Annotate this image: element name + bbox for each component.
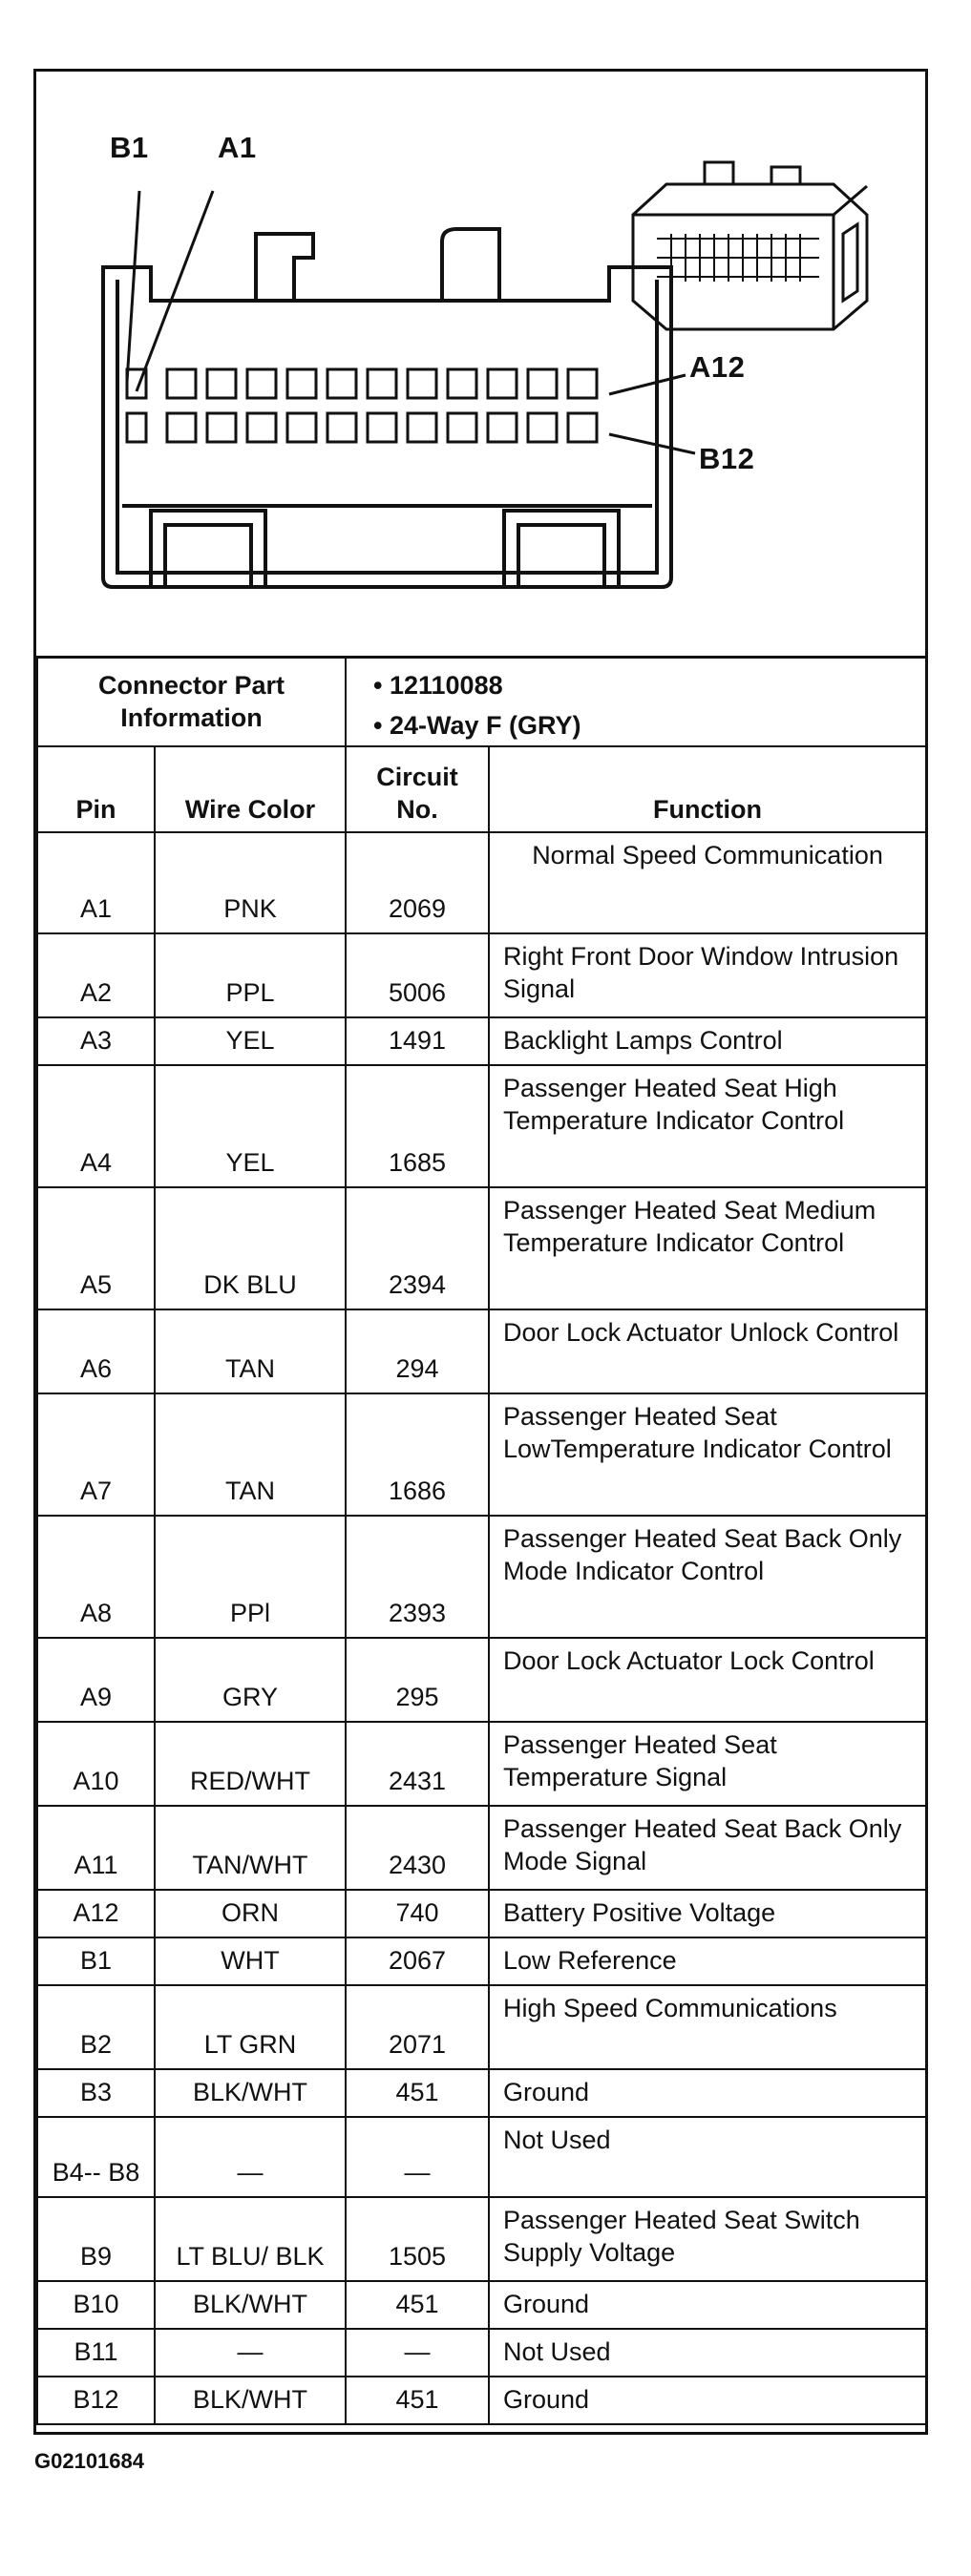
table-row: [37, 2069, 926, 2117]
table-row: [37, 1187, 926, 1309]
circuit-cell: 1685: [346, 1065, 489, 1187]
pin-cavity: [327, 413, 356, 442]
pin-cavity: [528, 369, 557, 398]
circuit-cell: 294: [346, 1309, 489, 1393]
pin-cell: A10: [37, 1722, 155, 1806]
table-row: [37, 1722, 926, 1806]
circuit-cell: 1491: [346, 1017, 489, 1065]
function-cell: Passenger Heated Seat Medium Temperature Indicator Control: [489, 1187, 926, 1309]
table-row: [37, 2281, 926, 2329]
function-cell: Passenger Heated Seat LowTemperature Indicator Control: [489, 1393, 926, 1516]
wire-color-cell: YEL: [155, 1065, 346, 1187]
pinout-table: [36, 656, 927, 2425]
table-row: [37, 1806, 926, 1890]
wire-color-cell: LT GRN: [155, 1985, 346, 2069]
pin-cavity: [368, 413, 396, 442]
label-b1: B1: [110, 131, 149, 164]
pin-cell: B10: [37, 2281, 155, 2329]
wire-color-cell: TAN: [155, 1309, 346, 1393]
wire-color-cell: ORN: [155, 1890, 346, 1937]
wire-color-cell: —: [155, 2117, 346, 2197]
pin-cell: A7: [37, 1393, 155, 1516]
pin-cavity: [408, 413, 436, 442]
circuit-cell: —: [346, 2329, 489, 2377]
table-row: [37, 1516, 926, 1638]
circuit-cell: —: [346, 2117, 489, 2197]
function-cell: Not Used: [489, 2329, 926, 2377]
pin-cell: A2: [37, 933, 155, 1017]
table-row: [37, 2377, 926, 2424]
pin-cavity: [408, 369, 436, 398]
circuit-cell: 2431: [346, 1722, 489, 1806]
table-row: [37, 1937, 926, 1985]
pin-cell: B2: [37, 1985, 155, 2069]
pin-cavity: [488, 369, 517, 398]
wire-color-cell: LT BLU/ BLK: [155, 2197, 346, 2281]
wire-color-cell: TAN: [155, 1393, 346, 1516]
function-cell: Battery Positive Voltage: [489, 1890, 926, 1937]
circuit-cell: 2394: [346, 1187, 489, 1309]
pin-cavity: [448, 369, 476, 398]
pin-cell: B9: [37, 2197, 155, 2281]
pin-cavity: [327, 369, 356, 398]
table-row: [37, 1393, 926, 1516]
circuit-cell: 451: [346, 2281, 489, 2329]
circuit-cell: 1686: [346, 1393, 489, 1516]
pin-cavity: [167, 413, 196, 442]
label-a1: A1: [218, 131, 257, 164]
pin-cell: B12: [37, 2377, 155, 2424]
pin-cell: A9: [37, 1638, 155, 1722]
pin-cavity: [287, 413, 316, 442]
connector-type: • 24-Way F (GRY): [373, 711, 581, 740]
function-cell: Passenger Heated Seat High Temperature Indicator Control: [489, 1065, 926, 1187]
connector-drawing: [36, 72, 925, 656]
function-cell: Ground: [489, 2281, 926, 2329]
function-cell: Ground: [489, 2377, 926, 2424]
pin-cell: A8: [37, 1516, 155, 1638]
function-cell: Passenger Heated Seat Temperature Signal: [489, 1722, 926, 1806]
connector-info-label: Connector Part Information: [37, 657, 346, 746]
pin-cavity: [207, 413, 236, 442]
wire-color-cell: WHT: [155, 1937, 346, 1985]
pin-cell: B11: [37, 2329, 155, 2377]
pin-cavity: [568, 369, 597, 398]
function-cell: Passenger Heated Seat Back Only Mode Signal: [489, 1806, 926, 1890]
circuit-cell: 2393: [346, 1516, 489, 1638]
part-number: • 12110088: [373, 671, 503, 700]
pin-cavity: [127, 413, 146, 442]
table-row: [37, 2197, 926, 2281]
label-a12: A12: [689, 350, 746, 384]
circuit-cell: 2067: [346, 1937, 489, 1985]
circuit-cell: 295: [346, 1638, 489, 1722]
wire-color-cell: DK BLU: [155, 1187, 346, 1309]
figure-code: G02101684: [34, 2449, 144, 2473]
circuit-cell: 2430: [346, 1806, 489, 1890]
connector-info-values: [346, 657, 926, 746]
function-cell: Door Lock Actuator Unlock Control: [489, 1309, 926, 1393]
pin-cavity: [207, 369, 236, 398]
function-cell: Not Used: [489, 2117, 926, 2197]
table-row: [37, 1017, 926, 1065]
header-wire-color: Wire Color: [155, 746, 346, 832]
connector-info-row: [37, 657, 926, 746]
circuit-cell: 5006: [346, 933, 489, 1017]
wire-color-cell: —: [155, 2329, 346, 2377]
circuit-cell: 1505: [346, 2197, 489, 2281]
wire-color-cell: PPL: [155, 933, 346, 1017]
label-b12: B12: [699, 442, 755, 475]
wire-color-cell: BLK/WHT: [155, 2377, 346, 2424]
pin-cell: A5: [37, 1187, 155, 1309]
wire-color-cell: PNK: [155, 832, 346, 933]
wire-color-cell: RED/WHT: [155, 1722, 346, 1806]
wire-color-cell: BLK/WHT: [155, 2281, 346, 2329]
wire-color-cell: BLK/WHT: [155, 2069, 346, 2117]
function-cell: Backlight Lamps Control: [489, 1017, 926, 1065]
pin-cavity: [247, 369, 276, 398]
header-function: Function: [489, 746, 926, 832]
function-cell: Passenger Heated Seat Switch Supply Voltage: [489, 2197, 926, 2281]
pin-cavity: [167, 369, 196, 398]
wire-color-cell: PPl: [155, 1516, 346, 1638]
connector-diagram: [36, 72, 925, 659]
pin-cavity: [528, 413, 557, 442]
table-row: [37, 2117, 926, 2197]
table-row: [37, 1985, 926, 2069]
circuit-cell: 2071: [346, 1985, 489, 2069]
wire-color-cell: GRY: [155, 1638, 346, 1722]
function-cell: Door Lock Actuator Lock Control: [489, 1638, 926, 1722]
function-cell: Right Front Door Window Intrusion Signal: [489, 933, 926, 1017]
function-cell: Low Reference: [489, 1937, 926, 1985]
function-cell: Normal Speed Communication: [489, 832, 926, 933]
wire-color-cell: YEL: [155, 1017, 346, 1065]
connector-document: [33, 69, 928, 2435]
circuit-cell: 451: [346, 2069, 489, 2117]
pin-cell: B1: [37, 1937, 155, 1985]
function-cell: Ground: [489, 2069, 926, 2117]
pin-cavity: [287, 369, 316, 398]
pin-cavity: [488, 413, 517, 442]
circuit-cell: 451: [346, 2377, 489, 2424]
table-row: [37, 832, 926, 933]
table-row: [37, 1309, 926, 1393]
pin-cell: B3: [37, 2069, 155, 2117]
circuit-cell: 2069: [346, 832, 489, 933]
header-pin: Pin: [37, 746, 155, 832]
wire-color-cell: TAN/WHT: [155, 1806, 346, 1890]
pin-cell: A12: [37, 1890, 155, 1937]
table-row: [37, 933, 926, 1017]
table-row: [37, 2329, 926, 2377]
pin-cell: A4: [37, 1065, 155, 1187]
function-cell: High Speed Communications: [489, 1985, 926, 2069]
function-cell: Passenger Heated Seat Back Only Mode Indicator Control: [489, 1516, 926, 1638]
pin-cavity: [247, 413, 276, 442]
pin-cell: A11: [37, 1806, 155, 1890]
pin-cavity: [368, 369, 396, 398]
pin-cell: A1: [37, 832, 155, 933]
pin-cavity: [568, 413, 597, 442]
pin-cell: A6: [37, 1309, 155, 1393]
table-row: [37, 1065, 926, 1187]
circuit-cell: 740: [346, 1890, 489, 1937]
pin-cell: B4-- B8: [37, 2117, 155, 2197]
pin-cavity: [448, 413, 476, 442]
header-row: [37, 746, 926, 832]
pin-cell: A3: [37, 1017, 155, 1065]
table-row: [37, 1638, 926, 1722]
table-row: [37, 1890, 926, 1937]
header-circuit-no: Circuit No.: [346, 746, 489, 832]
